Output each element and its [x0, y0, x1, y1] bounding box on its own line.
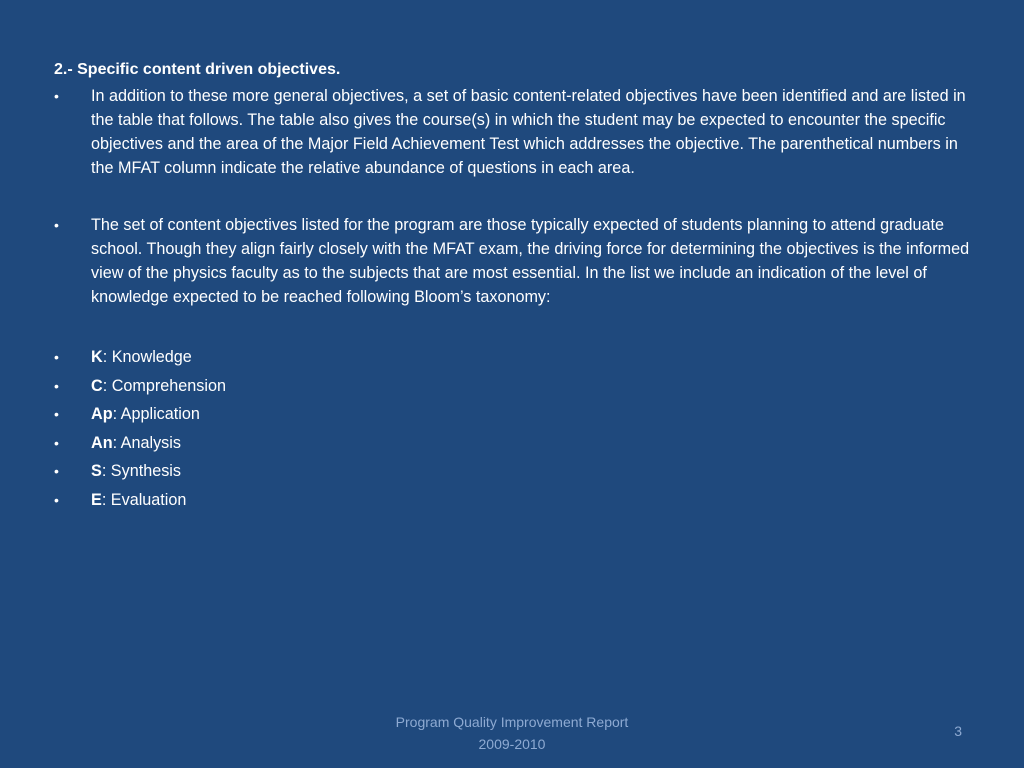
bullet-icon: • — [54, 88, 59, 104]
paragraph-content-objectives — [54, 213, 974, 309]
taxonomy-label: : Analysis — [112, 433, 181, 452]
slide-content — [54, 58, 974, 515]
page-number: 3 — [954, 723, 962, 739]
taxonomy-label: : Evaluation — [101, 490, 187, 509]
bullet-icon: • — [54, 434, 59, 451]
taxonomy-code: S — [91, 462, 102, 481]
taxonomy-label: : Synthesis — [101, 462, 181, 481]
taxonomy-label: : Comprehension — [102, 376, 226, 395]
footer-year: 2009-2010 — [478, 736, 546, 752]
section-heading: 2.- Specific content driven objectives. — [54, 61, 341, 78]
taxonomy-label: : Application — [112, 405, 200, 424]
paragraph-text: The set of content objectives listed for the program are those typically expected of students planning to attend graduate school. Though they align fairly closely with the MFAT exam, the driving force for determining the objectives is the informed view of the physics faculty as to the subjects that are most essential. In the list we include an indication of the level of knowledge expected to be reached following Bloom’s taxonomy: — [91, 216, 970, 306]
taxonomy-item-evaluation — [54, 486, 974, 515]
taxonomy-item-analysis — [54, 429, 974, 458]
bullet-icon: • — [54, 406, 59, 423]
taxonomy-code: K — [91, 348, 103, 366]
footer-title: Program Quality Improvement Report — [395, 714, 629, 730]
taxonomy-item-synthesis — [54, 457, 974, 486]
bullet-icon: • — [54, 491, 59, 508]
taxonomy-list — [54, 343, 974, 515]
taxonomy-label: : Knowledge — [102, 348, 192, 366]
taxonomy-code: Ap — [91, 405, 113, 424]
taxonomy-item-knowledge — [54, 343, 974, 372]
taxonomy-item-application — [54, 400, 974, 429]
taxonomy-code: E — [91, 490, 102, 509]
bullet-icon: • — [54, 463, 59, 480]
taxonomy-code: C — [91, 376, 103, 395]
footer — [312, 711, 712, 755]
bullet-icon: • — [54, 377, 59, 394]
paragraph-text: In addition to these more general objectives, a set of basic content-related objectives have been identified and are listed in the table that follows. The table also gives the course(s) in which the student may be expected to encounter the specific objectives and the area of the Major Field Achievement Test which addresses the objective. The parenthetical numbers in the MFAT column indicate the relative abundance of questions in each area. — [91, 87, 966, 177]
taxonomy-code: An — [91, 433, 113, 452]
paragraph-objectives — [54, 84, 974, 180]
taxonomy-item-comprehension — [54, 372, 974, 401]
bullet-icon: • — [54, 349, 59, 365]
bullet-icon: • — [54, 217, 59, 233]
